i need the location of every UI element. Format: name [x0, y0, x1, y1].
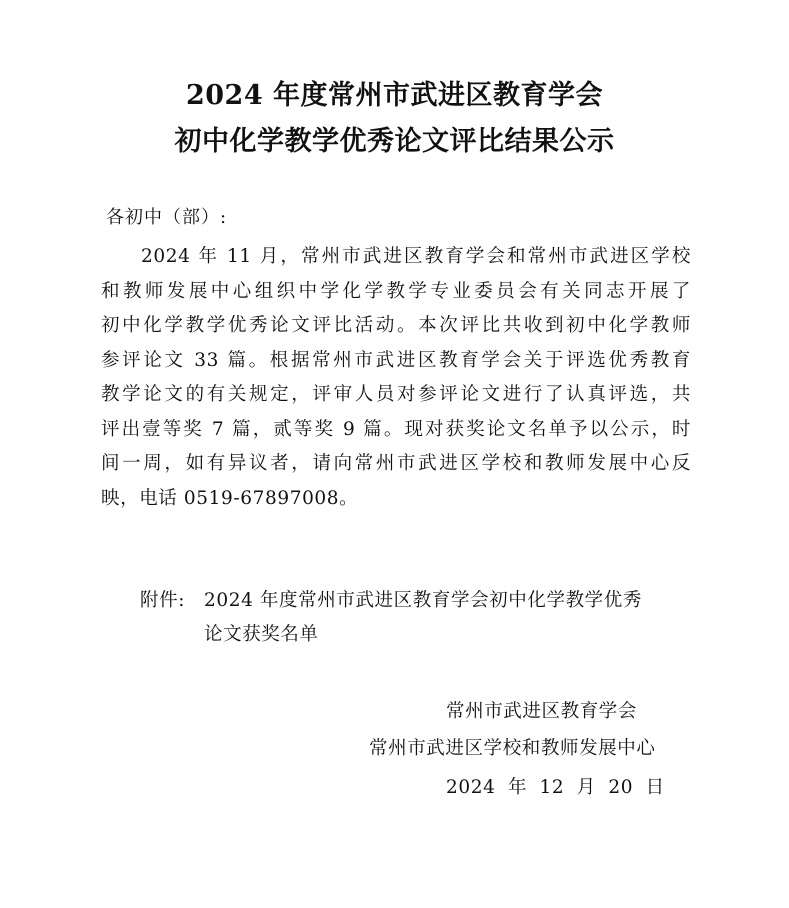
attachment-label: 附件:: [140, 590, 186, 611]
signature-org-2: 常州市武进区学校和教师发展中心: [369, 738, 656, 759]
body-line: 参评论文 33 篇。根据常州市武进区教育学会关于评选优秀教育: [101, 349, 691, 371]
body-line: 评出壹等奖 7 篇，贰等奖 9 篇。现对获奖论文名单予以公示，时: [101, 418, 691, 440]
body-paragraph: [101, 240, 691, 516]
salutation: 各初中（部）:: [106, 207, 228, 228]
title-line-1: 2024 年度常州市武进区教育学会: [185, 80, 604, 111]
body-line: 2024 年 11 月，常州市武进区教育学会和常州市武进区学校: [141, 246, 691, 267]
body-line: 间一周，如有异议者，请向常州市武进区学校和教师发展中心反: [101, 453, 691, 474]
signature-date: 2024 年 12 月 20 日: [446, 777, 665, 798]
title-line-2: 初中化学教学优秀论文评比结果公示: [174, 126, 615, 157]
attachment-title-line-1: 2024 年度常州市武进区教育学会初中化学教学优秀: [204, 590, 642, 611]
attachment-title-line-2: 论文获奖名单: [204, 624, 319, 645]
body-line: 初中化学教学优秀论文评比活动。本次评比共收到初中化学教师: [101, 315, 691, 336]
attachment-note: [140, 584, 700, 652]
body-line: 教学论文的有关规定，评审人员对参评论文进行了认真评选，共: [101, 384, 691, 405]
body-line: 映，电话 0519-67897008。: [101, 487, 359, 509]
body-line: 和教师发展中心组织中学化学教学专业委员会有关同志开展了: [101, 280, 691, 302]
signature-org-1: 常州市武进区教育学会: [446, 701, 638, 722]
